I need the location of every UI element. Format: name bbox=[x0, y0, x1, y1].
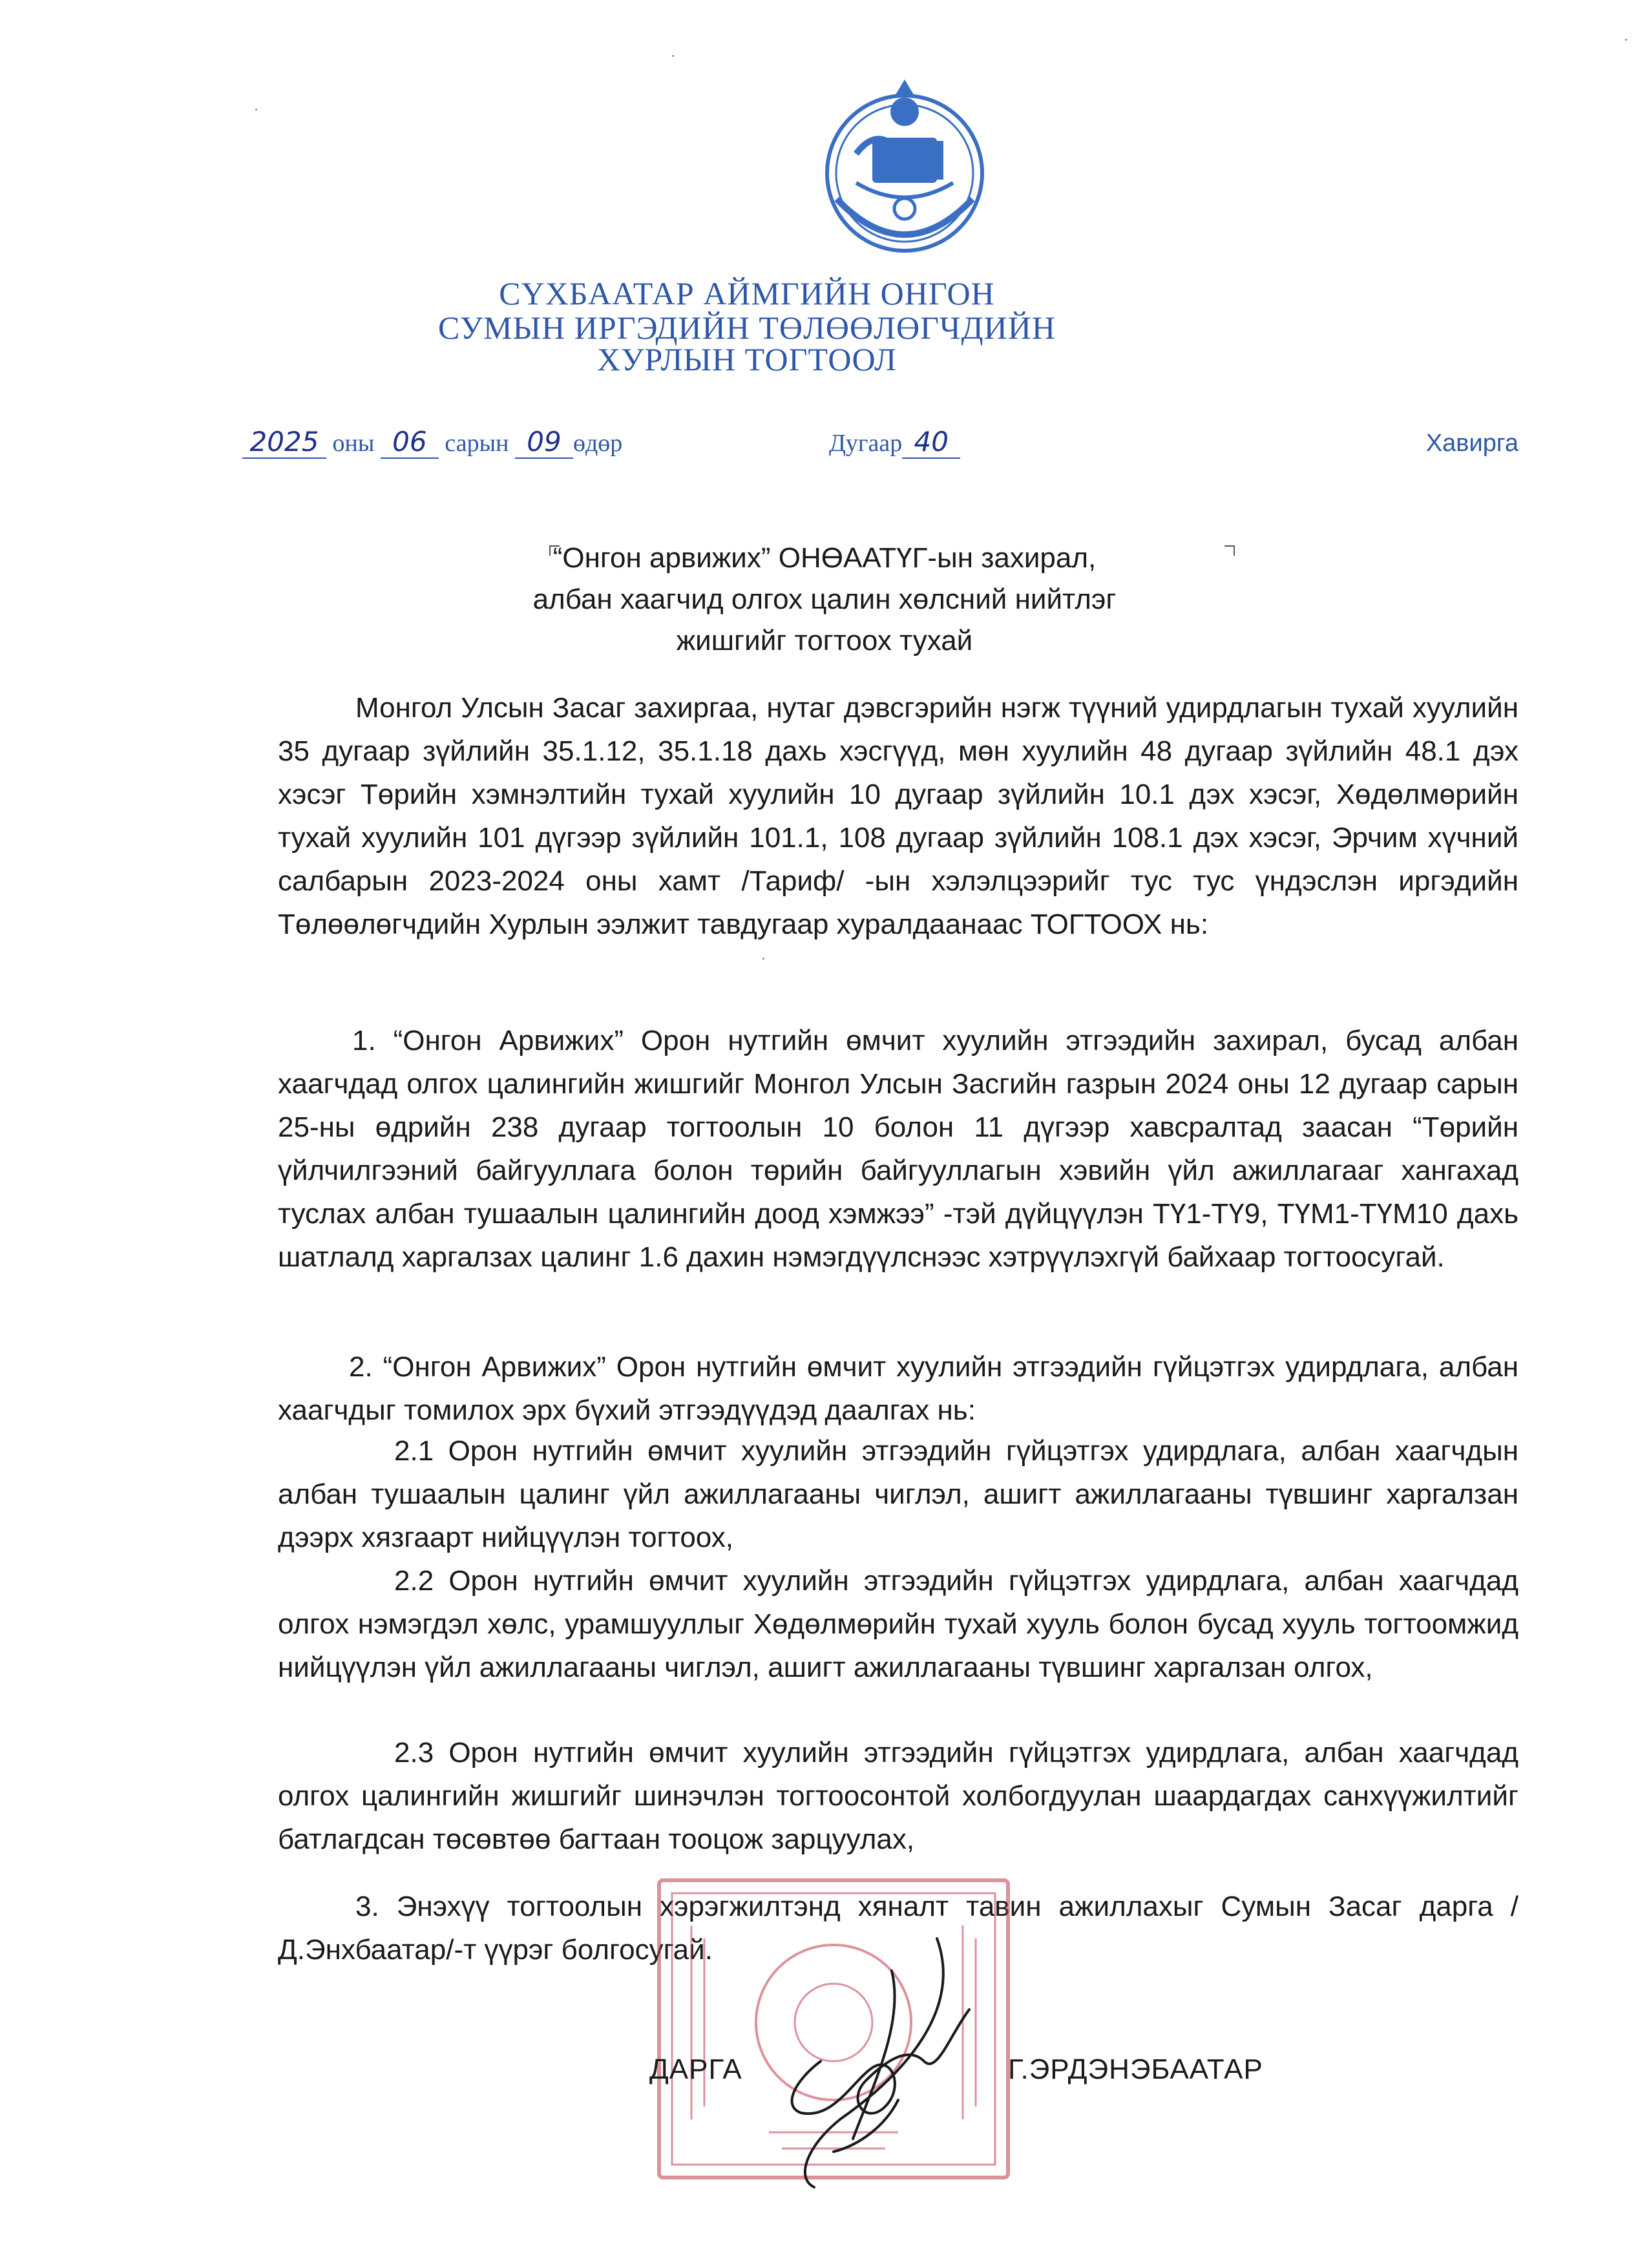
date-year: 2025 bbox=[242, 426, 326, 459]
organization-name-line1: СҮХБААТАР АЙМГИЙН ОНГОН bbox=[499, 275, 995, 311]
date-month-suffix: сарын bbox=[445, 430, 509, 457]
date-day: 09 bbox=[515, 426, 573, 459]
resolution-item-2-1: 2.1 Орон нутгийн өмчит хуулийн этгээдийн гүйцэтгэх удирдлага, албан хаагчдын албан тушаалын цалинг үйл ажиллагааны чиглэл, ашигт ажиллагааны түвшинг харгалзан дээрх хязгаарт нийцүүлэн тогтоох, bbox=[278, 1435, 1518, 1553]
date-year-suffix: оны bbox=[332, 430, 375, 457]
resolution-item-3: 3. Энэхүү тогтоолын хэрэгжилтэнд хяналт тавин ажиллахыг Сумын Засаг дарга /Д.Энхбаатар/-т үүрэг болгосугай. bbox=[278, 1891, 1518, 1966]
scan-speck bbox=[1625, 39, 1627, 41]
signatory-title: ДАРГА bbox=[649, 2053, 742, 2085]
document-date bbox=[242, 426, 622, 459]
scan-speck bbox=[255, 109, 257, 110]
resolution-title-line1: “Онгон арвижих” ОНӨААТҮГ-ын захирал, bbox=[552, 542, 1097, 574]
date-month: 06 bbox=[381, 426, 439, 459]
signatory-name: Г.ЭРДЭНЭБААТАР bbox=[1008, 2053, 1263, 2085]
document-type: ХУРЛЫН ТОГТООЛ bbox=[596, 341, 898, 377]
preamble-paragraph: Монгол Улсын Засаг захиргаа, нутаг дэвсгэрийн нэгж түүний удирдлагын тухай хуулийн 35 дугаар зүйлийн 35.1.12, 35.1.18 дахь хэсгүүд, мөн хуулийн 48 дугаар зүйлийн 48.1 дэх хэсэг Төрийн хэмнэлтийн тухай хуулийн 10 дугаар зүйлийн 10.1 дэх хэсэг, Хөдөлмөрийн тухай хуулийн 101 дүгээр зүйлийн 101.1, 108 дугаар зүйлийн 108.1 дэх хэсэг, Эрчим хүчний салбарын 2023-2024 оны хамт /Тариф/ -ын хэлэлцээрийг тус тус үндэслэн иргэдийн Төлөөлөгчдийн Хурлын ээлжит тавдугаар хуралдаанаас ТОГТООХ нь: bbox=[278, 692, 1518, 940]
scan-speck bbox=[762, 958, 764, 960]
resolution-item-2: 2. “Онгон Арвижих” Орон нутгийн өмчит хуулийн этгээдийн гүйцэтгэх удирдлага, албан хаагчдыг томилох эрх бүхий этгээдүүдэд даалгах нь: bbox=[278, 1351, 1518, 1426]
organization-name-line2: СУМЫН ИРГЭДИЙН ТӨЛӨӨЛӨГЧДИЙН bbox=[438, 310, 1056, 346]
resolution-title-line3: жишгийг тогтоох тухай bbox=[676, 625, 973, 656]
date-day-suffix: өдөр bbox=[572, 430, 623, 457]
resolution-title-line2: албан хаагчид олгох цалин хөлсний нийтлэг bbox=[532, 583, 1117, 615]
number-label: Дугаар bbox=[829, 430, 903, 457]
number-value: 40 bbox=[902, 426, 960, 459]
resolution-item-1: 1. “Онгон Арвижих” Орон нутгийн өмчит хуулийн этгээдийн захирал, бусад албан хаагчдад олгох цалингийн жишгийг Монгол Улсын Засгийн газрын 2024 оны 12 дугаар сарын 25-ны өдрийн 238 дугаар тогтоолын 10 болон 11 дүгээр хавсралтад заасан “Төрийн үйлчилгээний байгууллага болон төрийн байгууллагын хэвийн үйл ажиллагааг хангахад туслах албан тушаалын цалингийн доод хэмжээ” -тэй дүйцүүлэн ТҮ1-ТҮ9, ТҮМ1-ТҮМ10 дахь шатлалд харгалзах цалинг 1.6 дахин нэмэгдүүлснээс хэтрүүлэхгүй байхаар тогтоосугай. bbox=[278, 1025, 1518, 1273]
resolution-item-2-2: 2.2 Орон нутгийн өмчит хуулийн этгээдийн гүйцэтгэх удирдлага, албан хаагчдад олгох нэмэгдэл хөлс, урамшууллыг Хөдөлмөрийн тухай хууль болон бусад хууль тогтоомжид нийцүүлэн үйл ажиллагааны чиглэл, ашигт ажиллагааны түвшинг харгалзан олгох, bbox=[278, 1565, 1518, 1683]
resolution-item-2-3: 2.3 Орон нутгийн өмчит хуулийн этгээдийн гүйцэтгэх удирдлага, албан хаагчдад олгох цалингийн жишгийг шинэчлэн тогтоосонтой холбогдуулан шаардагдах санхүүжилтийг батлагдсан төсөвтөө багтаан тооцож зарцуулах, bbox=[278, 1737, 1518, 1855]
handwritten-signature bbox=[743, 1932, 1014, 2190]
document-place: Хавирга bbox=[1425, 430, 1518, 457]
scan-speck bbox=[672, 55, 674, 57]
document-number bbox=[829, 426, 960, 459]
state-emblem-icon bbox=[811, 76, 998, 264]
